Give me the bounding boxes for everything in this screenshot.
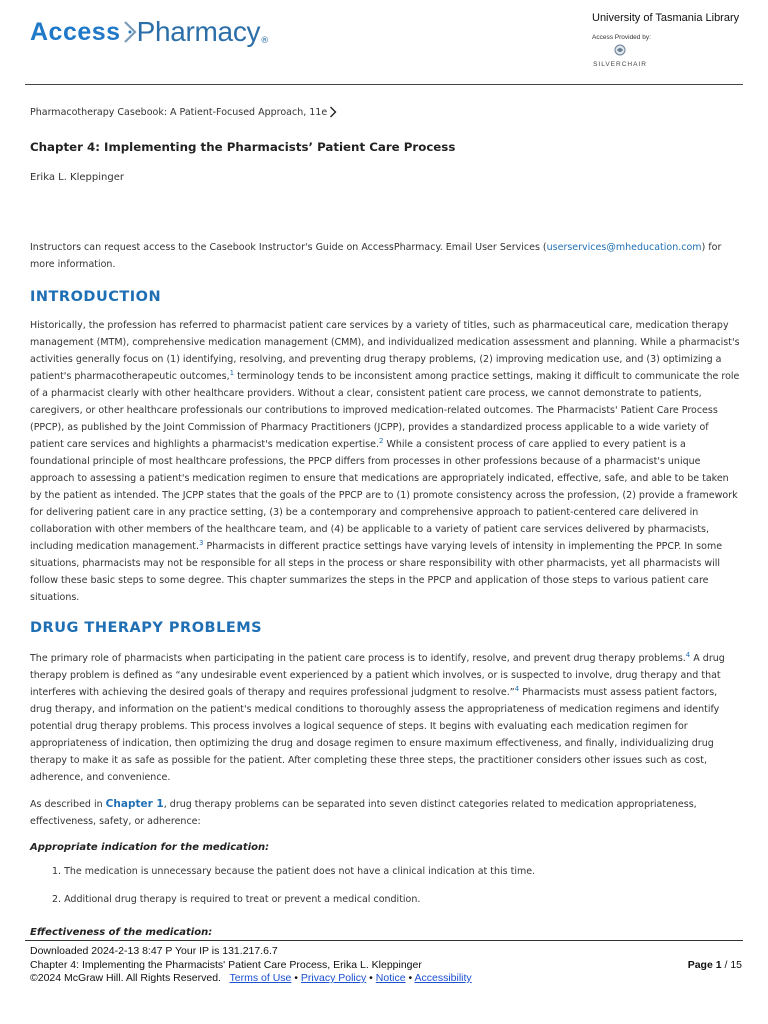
dtp-text-1: The primary role of pharmacists when participating in the patient care process is to identify, resolve, and prevent drug therapy problems. — [30, 653, 686, 664]
silverchair-icon — [614, 44, 626, 56]
subheading-appropriate-indication: Appropriate indication for the medication: — [30, 842, 270, 853]
reference-link-2[interactable]: 2 — [379, 436, 384, 445]
logo-pharmacy-text: Pharmacy — [136, 16, 261, 47]
chapter-title: Chapter 4: Implementing the Pharmacists’ Patient Care Process — [30, 140, 456, 154]
breadcrumb-book-title[interactable]: Pharmacotherapy Casebook: A Patient-Focused Approach, 11e — [30, 106, 328, 118]
chevron-right-icon — [329, 106, 337, 118]
logo-gear-icon — [123, 19, 137, 45]
page-header — [0, 0, 768, 86]
accesspharmacy-logo[interactable] — [30, 10, 269, 54]
terms-of-use-link[interactable]: Terms of Use — [229, 972, 292, 984]
footer-links-row — [30, 972, 742, 986]
intro-text-3: While a consistent process of care applied to every patient is a foundational principle of most healthcare professions, the PPCP differs from processes in other professions because of a pharmacist's unique approach to assessing a patient's medication regimen to ensure that medications are appropriately indicated, effective, safe, and able to be taken by the patient as intended. The JCPP states that the goals of the PPCP are to (1) promote consistency across the profession, (2) provide a framework for delivering patient care in any practice setting, (3) be a contemporary and comprehensive approach to patient-centered care delivered in collaboration with other members of the healthcare team, and (4) be applicable to a variety of patient care services delivered by pharmacists, including medication management. — [30, 439, 738, 552]
library-name: University of Tasmania Library — [592, 12, 740, 24]
email-link[interactable]: userservices@mheducation.com — [546, 242, 702, 253]
dtp-text-2: A drug therapy problem is defined as “any undesirable event experienced by a patient which involves, or is suspected to involve, drug therapy and that interferes with achieving the desired goals of therapy and requires professional judgment to resolve.” — [30, 653, 725, 698]
intro-text-4: Pharmacists in different practice settings have varying levels of intensity in implementing the PPCP. In some situations, pharmacists may not be responsible for all steps in the process or share responsibility with other pharmacists, yet all pharmacists will follow these basic steps to some degree. This chapter summarizes the steps in the PPCP and application of those steps to various patient care situations. — [30, 541, 723, 603]
list-item: 2. Additional drug therapy is required to treat or prevent a medical condition. — [52, 894, 421, 905]
notice-link[interactable]: Notice — [375, 972, 406, 984]
logo-registered-mark: ® — [260, 36, 270, 46]
dtp-paragraph-2 — [30, 796, 742, 830]
page-number — [688, 959, 742, 973]
section-heading-introduction: INTRODUCTION — [30, 289, 162, 305]
breadcrumb[interactable] — [30, 102, 742, 122]
link-separator: • — [366, 972, 376, 984]
section-heading-drug-therapy-problems: DRUG THERAPY PROBLEMS — [30, 620, 263, 636]
instructors-text: Instructors can request access to the Casebook Instructor's Guide on AccessPharmacy. Email User Services ( — [30, 242, 547, 253]
reference-link-4[interactable]: 4 — [685, 650, 691, 659]
dtp-text-4: As described in — [30, 799, 106, 810]
author-name: Erika L. Kleppinger — [30, 172, 124, 183]
page-current: Page 1 — [687, 959, 722, 971]
list-item: 1. The medication is unnecessary because the patient does not have a clinical indication at this time. — [52, 866, 536, 877]
link-separator: • — [405, 972, 415, 984]
dtp-paragraph-1 — [30, 650, 742, 786]
intro-text-1: Historically, the profession has referred to pharmacist patient care services by a variety of titles, such as pharmaceutical care, medication therapy management (MTM), comprehensive medication management (CMM), and individualized medication assessment and planning. While a pharmacist's activities generally focus on (1) identifying, resolving, and preventing drug therapy problems, (2) improving medication use, and (3) optimizing a patient's pharmacotherapeutic outcomes, — [30, 320, 740, 382]
article-content — [30, 100, 742, 919]
dtp-text-3: Pharmacists must assess patient factors, drug therapy, and information on the patient's medical conditions to thoroughly assess the appropriateness of medication regimens and identify potential drug therapy problems. This process involves a logical sequence of steps. It begins with evaluating each medication regimen for appropriateness of indication, then optimizing the drug and dosage regimen to ensure maximum effectiveness, and finally, individualizing drug therapy to make it as safe as possible for the patient. After completing these three steps, the practitioner considers other issues such as cost, adherence, and convenience. — [30, 687, 720, 783]
header-divider — [25, 84, 743, 85]
dtp-text-5: , drug therapy problems can be separated into seven distinct categories related to medication appropriateness, effectiveness, safety, or adherence: — [30, 799, 697, 827]
intro-text-2: terminology tends to be inconsistent among practice settings, making it difficult to communicate the role of a pharmacist clearly with other healthcare providers. Without a clear, consistent patient care process, we cannot demonstrate to patients, caregivers, or other healthcare professionals our contributions to improved medication-related outcomes. The Pharmacists' Patient Care Process (PPCP), as published by the Joint Commission of Pharmacy Practitioners (JCPP), provides a standardized process applicable to a wide variety of patient care services and highlights a pharmacist's medication expertise. — [30, 371, 740, 450]
copyright-text: ©2024 McGraw Hill. All Rights Reserved. — [30, 972, 221, 984]
subheading-effectiveness: Effectiveness of the medication: — [30, 927, 213, 938]
logo-access-text: Access — [30, 17, 121, 46]
chapter-1-link[interactable]: Chapter 1 — [105, 798, 164, 810]
footer-divider — [25, 940, 743, 941]
privacy-policy-link[interactable]: Privacy Policy — [300, 972, 367, 984]
reference-link-3[interactable]: 3 — [198, 538, 204, 547]
silverchair-logo — [590, 41, 650, 68]
link-separator: • — [291, 972, 301, 984]
access-provided-by: Access Provided by: — [592, 34, 651, 41]
instructors-text-end: ) for more information. — [30, 242, 722, 270]
download-info: Downloaded 2024-2-13 8:47 P Your IP is 131.217.6.7 — [30, 945, 278, 957]
reference-link-4b[interactable]: 4 — [514, 684, 520, 693]
accessibility-link[interactable]: Accessibility — [414, 972, 472, 984]
footer-citation: Chapter 4: Implementing the Pharmacists' Patient Care Process, Erika L. Kleppinger — [30, 958, 422, 971]
page-total: / 15 — [721, 959, 742, 971]
instructors-note — [30, 239, 742, 273]
introduction-paragraph — [30, 317, 742, 606]
reference-link-1[interactable]: 1 — [229, 368, 235, 377]
indication-list — [30, 863, 742, 908]
silverchair-text: SILVERCHAIR — [593, 61, 647, 68]
page-footer — [30, 945, 742, 986]
